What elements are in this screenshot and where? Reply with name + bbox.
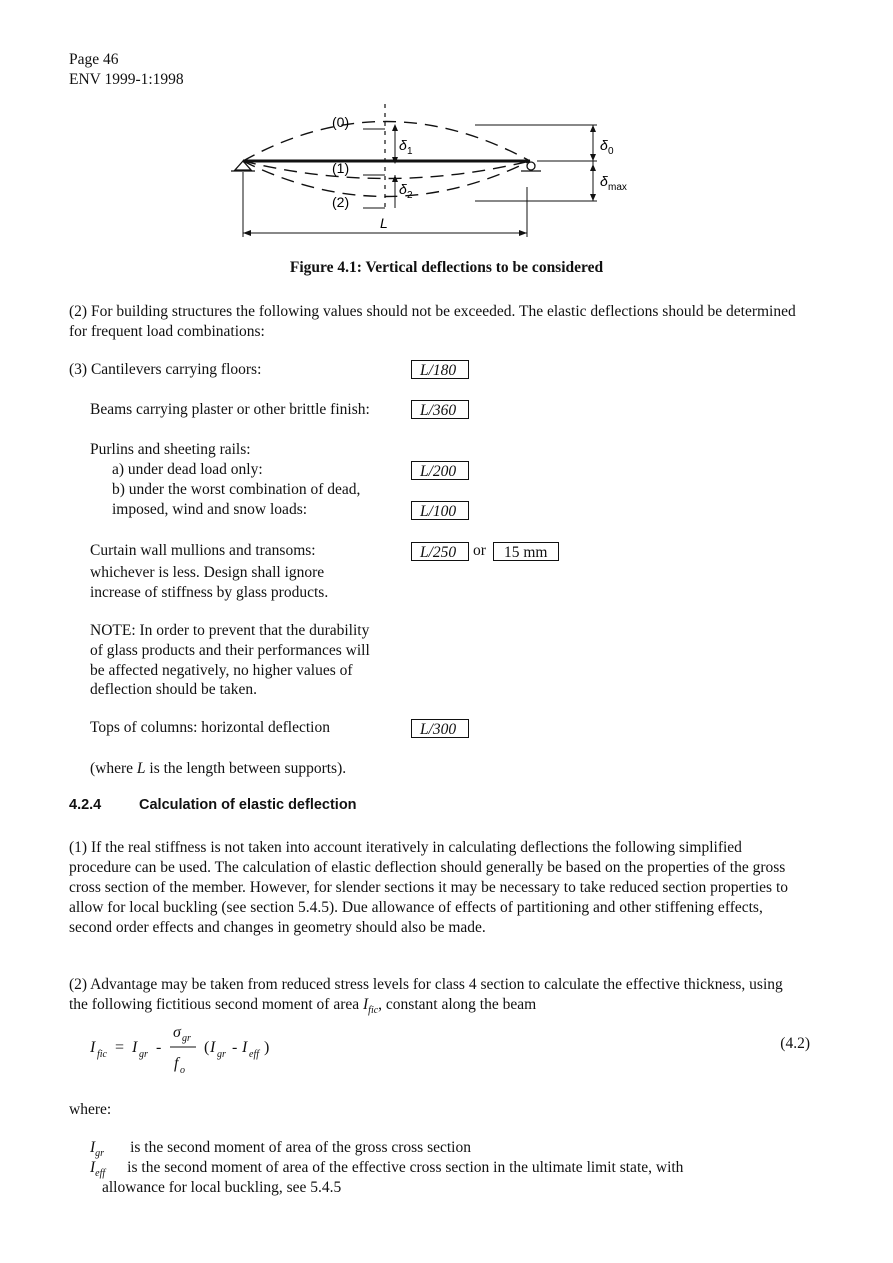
svg-text:gr: gr [182, 1033, 191, 1044]
columns-label: Tops of columns: horizontal deflection [90, 719, 330, 736]
curtain-or: or [473, 542, 486, 559]
svg-text:): ) [264, 1039, 270, 1056]
beams-label: Beams carrying plaster or other brittle finish: [90, 401, 370, 418]
page-number: Page 46 [69, 51, 119, 68]
label-deltamax-sub: max [608, 182, 627, 193]
purlins-a-limit: L/200 [411, 461, 469, 480]
columns-limit: L/300 [411, 719, 469, 738]
label-delta0: δ [600, 137, 608, 153]
equation-number: (4.2) [780, 1035, 810, 1052]
purlins-b-limit: L/100 [411, 501, 469, 520]
label-delta1-sub: 1 [407, 146, 413, 157]
curtain-limit-mm: 15 mm [493, 542, 559, 561]
svg-text:gr: gr [217, 1049, 226, 1060]
svg-text:I: I [210, 1039, 216, 1056]
svg-text:f: f [174, 1055, 179, 1072]
svg-text:I: I [90, 1039, 96, 1056]
svg-text:I: I [132, 1039, 138, 1056]
curve-deflection-1 [243, 161, 530, 179]
section-heading [69, 797, 357, 813]
purlins-b-line1: b) under the worst combination of dead, [112, 481, 361, 498]
equation-formula [90, 1010, 310, 1080]
figure-caption: Figure 4.1: Vertical deflections to be considered [289, 259, 604, 276]
svg-text:σ: σ [173, 1024, 181, 1041]
svg-text:eff: eff [249, 1049, 259, 1060]
svg-text:gr: gr [139, 1049, 148, 1060]
label-line1: (1) [332, 160, 350, 176]
roller-support [527, 162, 535, 170]
svg-text:fic: fic [97, 1049, 107, 1060]
intro-paragraph: (2) For building structures the following values should not be exceeded. The elastic deflections should be determined for frequent load combinations: [69, 303, 796, 340]
curtain-limit: L/250 [411, 542, 469, 561]
label-line2: (2) [332, 194, 350, 210]
svg-text:-: - [232, 1039, 238, 1056]
deflection-diagram [225, 92, 645, 242]
definition-Ieff: $I_{eff}$ is the second moment of area of the effective cross section in the ultimate limit state, with [90, 1159, 684, 1180]
cantilevers-limit: L/180 [411, 360, 469, 379]
note-line3: be affected negatively, no higher values of [90, 662, 353, 679]
note-line4: deflection should be taken. [90, 681, 258, 698]
note-line2: of glass products and their performances will [90, 642, 370, 659]
section-paragraph-1: (1) If the real stiffness is not taken into account iteratively in calculating deflections the following simplified procedure can be used. The calculation of elastic deflection should generally be based on the properties of the gross cross section of the member. However, for slender sections it may be necessary to take reduced section properties to allow for local buckling (see section 5.4.5). Due allowance of effects of partitioning and other stiffening effects, second order effects and changes in geometry should also be made. [69, 839, 789, 936]
label-delta2: δ [399, 181, 407, 197]
curve-precamber [243, 122, 530, 162]
curtain-line3: increase of stiffness by glass products. [90, 584, 329, 601]
curtain-line1: Curtain wall mullions and transoms: [90, 542, 316, 559]
label-delta1: δ [399, 137, 407, 153]
standard-code: ENV 1999-1:1998 [69, 71, 184, 88]
purlins-b-label: imposed, wind and snow loads: [112, 501, 308, 518]
definition-Ieff-continued: allowance for local buckling, see 5.4.5 [102, 1179, 342, 1196]
svg-text:=: = [115, 1039, 125, 1056]
label-delta0-sub: 0 [608, 146, 614, 157]
note-line1: NOTE: In order to prevent that the durability [90, 622, 370, 639]
curtain-line2: whichever is less. Design shall ignore [90, 564, 325, 581]
equation-4-2 [90, 1010, 810, 1080]
deflection-figure [225, 92, 645, 242]
section-paragraph-2: (2) Advantage may be taken from reduced stress levels for class 4 section to calculate the effective thickness, using the following fictitious second moment of area $I_{fic}$, constant along the beam [69, 976, 783, 1017]
svg-text:o: o [180, 1065, 185, 1076]
svg-text:I: I [242, 1039, 248, 1056]
curve-deflection-2 [243, 161, 530, 197]
label-line0: (0) [332, 114, 350, 130]
cantilevers-label: (3) Cantilevers carrying floors: [69, 361, 262, 378]
svg-text:-: - [156, 1039, 162, 1056]
section-title: Calculation of elastic deflection [139, 797, 357, 813]
svg-text:(: ( [204, 1039, 210, 1056]
where-L-note: (where L is the length between supports). [90, 760, 347, 777]
definition-Igr: $I_{gr}$ is the second moment of area of the gross cross section [90, 1139, 471, 1160]
section-number: 4.2.4 [69, 797, 102, 813]
beams-limit: L/360 [411, 400, 469, 419]
label-delta2-sub: 2 [407, 190, 413, 201]
purlins-title: Purlins and sheeting rails: [90, 441, 251, 458]
where-label: where: [69, 1101, 112, 1118]
label-span: L [380, 215, 388, 231]
label-deltamax: δ [600, 173, 608, 189]
purlins-a-label: a) under dead load only: [112, 461, 263, 478]
